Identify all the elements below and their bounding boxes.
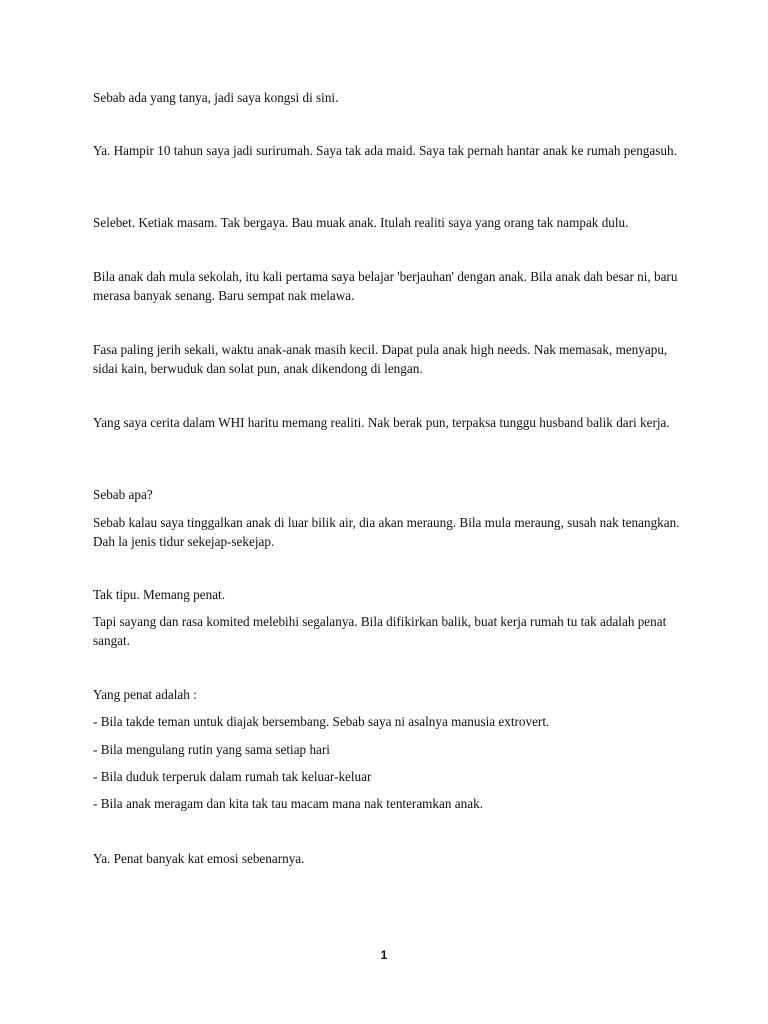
page-number: 1 xyxy=(380,948,388,962)
paragraph-12: Ya. Penat banyak kat emosi sebenarnya. xyxy=(93,851,305,866)
list-item-2: - Bila mengulang rutin yang sama setiap hari xyxy=(93,742,330,757)
paragraph-2: Ya. Hampir 10 tahun saya jadi surirumah. Saya tak ada maid. Saya tak pernah hantar anak ke rumah pengasuh. xyxy=(93,143,677,158)
paragraph-5: Fasa paling jerih sekali, waktu anak-anak masih kecil. Dapat pula anak high needs. Nak memasak, menyapu, sidai kain, berwuduk dan solat pun, anak dikendong di lengan. xyxy=(93,342,668,376)
list-item-3: - Bila duduk terperuk dalam rumah tak keluar-keluar xyxy=(93,769,372,784)
paragraph-11: Yang penat adalah : xyxy=(93,687,197,702)
paragraph-10: Tapi sayang dan rasa komited melebihi segalanya. Bila difikirkan balik, buat kerja rumah tu tak adalah penat sangat. xyxy=(93,614,667,648)
paragraph-8: Sebab kalau saya tinggalkan anak di luar bilik air, dia akan meraung. Bila mula meraung, susah nak tenangkan. Dah la jenis tidur sekejap-sekejap. xyxy=(93,515,680,549)
list-item-4: - Bila anak meragam dan kita tak tau macam mana nak tenteramkan anak. xyxy=(93,796,483,811)
paragraph-4: Bila anak dah mula sekolah, itu kali pertama saya belajar 'berjauhan' dengan anak. Bila anak dah besar ni, baru merasa banyak senang. Baru sempat nak melawa. xyxy=(93,269,678,303)
list-item-1: - Bila takde teman untuk diajak bersembang. Sebab saya ni asalnya manusia extrovert. xyxy=(93,714,550,729)
paragraph-3: Selebet. Ketiak masam. Tak bergaya. Bau muak anak. Itulah realiti saya yang orang tak nampak dulu. xyxy=(93,215,629,230)
paragraph-9: Tak tipu. Memang penat. xyxy=(93,587,226,602)
paragraph-7: Sebab apa? xyxy=(93,487,153,502)
paragraph-6: Yang saya cerita dalam WHI haritu memang realiti. Nak berak pun, terpaksa tunggu husband balik dari kerja. xyxy=(93,415,670,430)
paragraph-1: Sebab ada yang tanya, jadi saya kongsi di sini. xyxy=(93,90,339,105)
